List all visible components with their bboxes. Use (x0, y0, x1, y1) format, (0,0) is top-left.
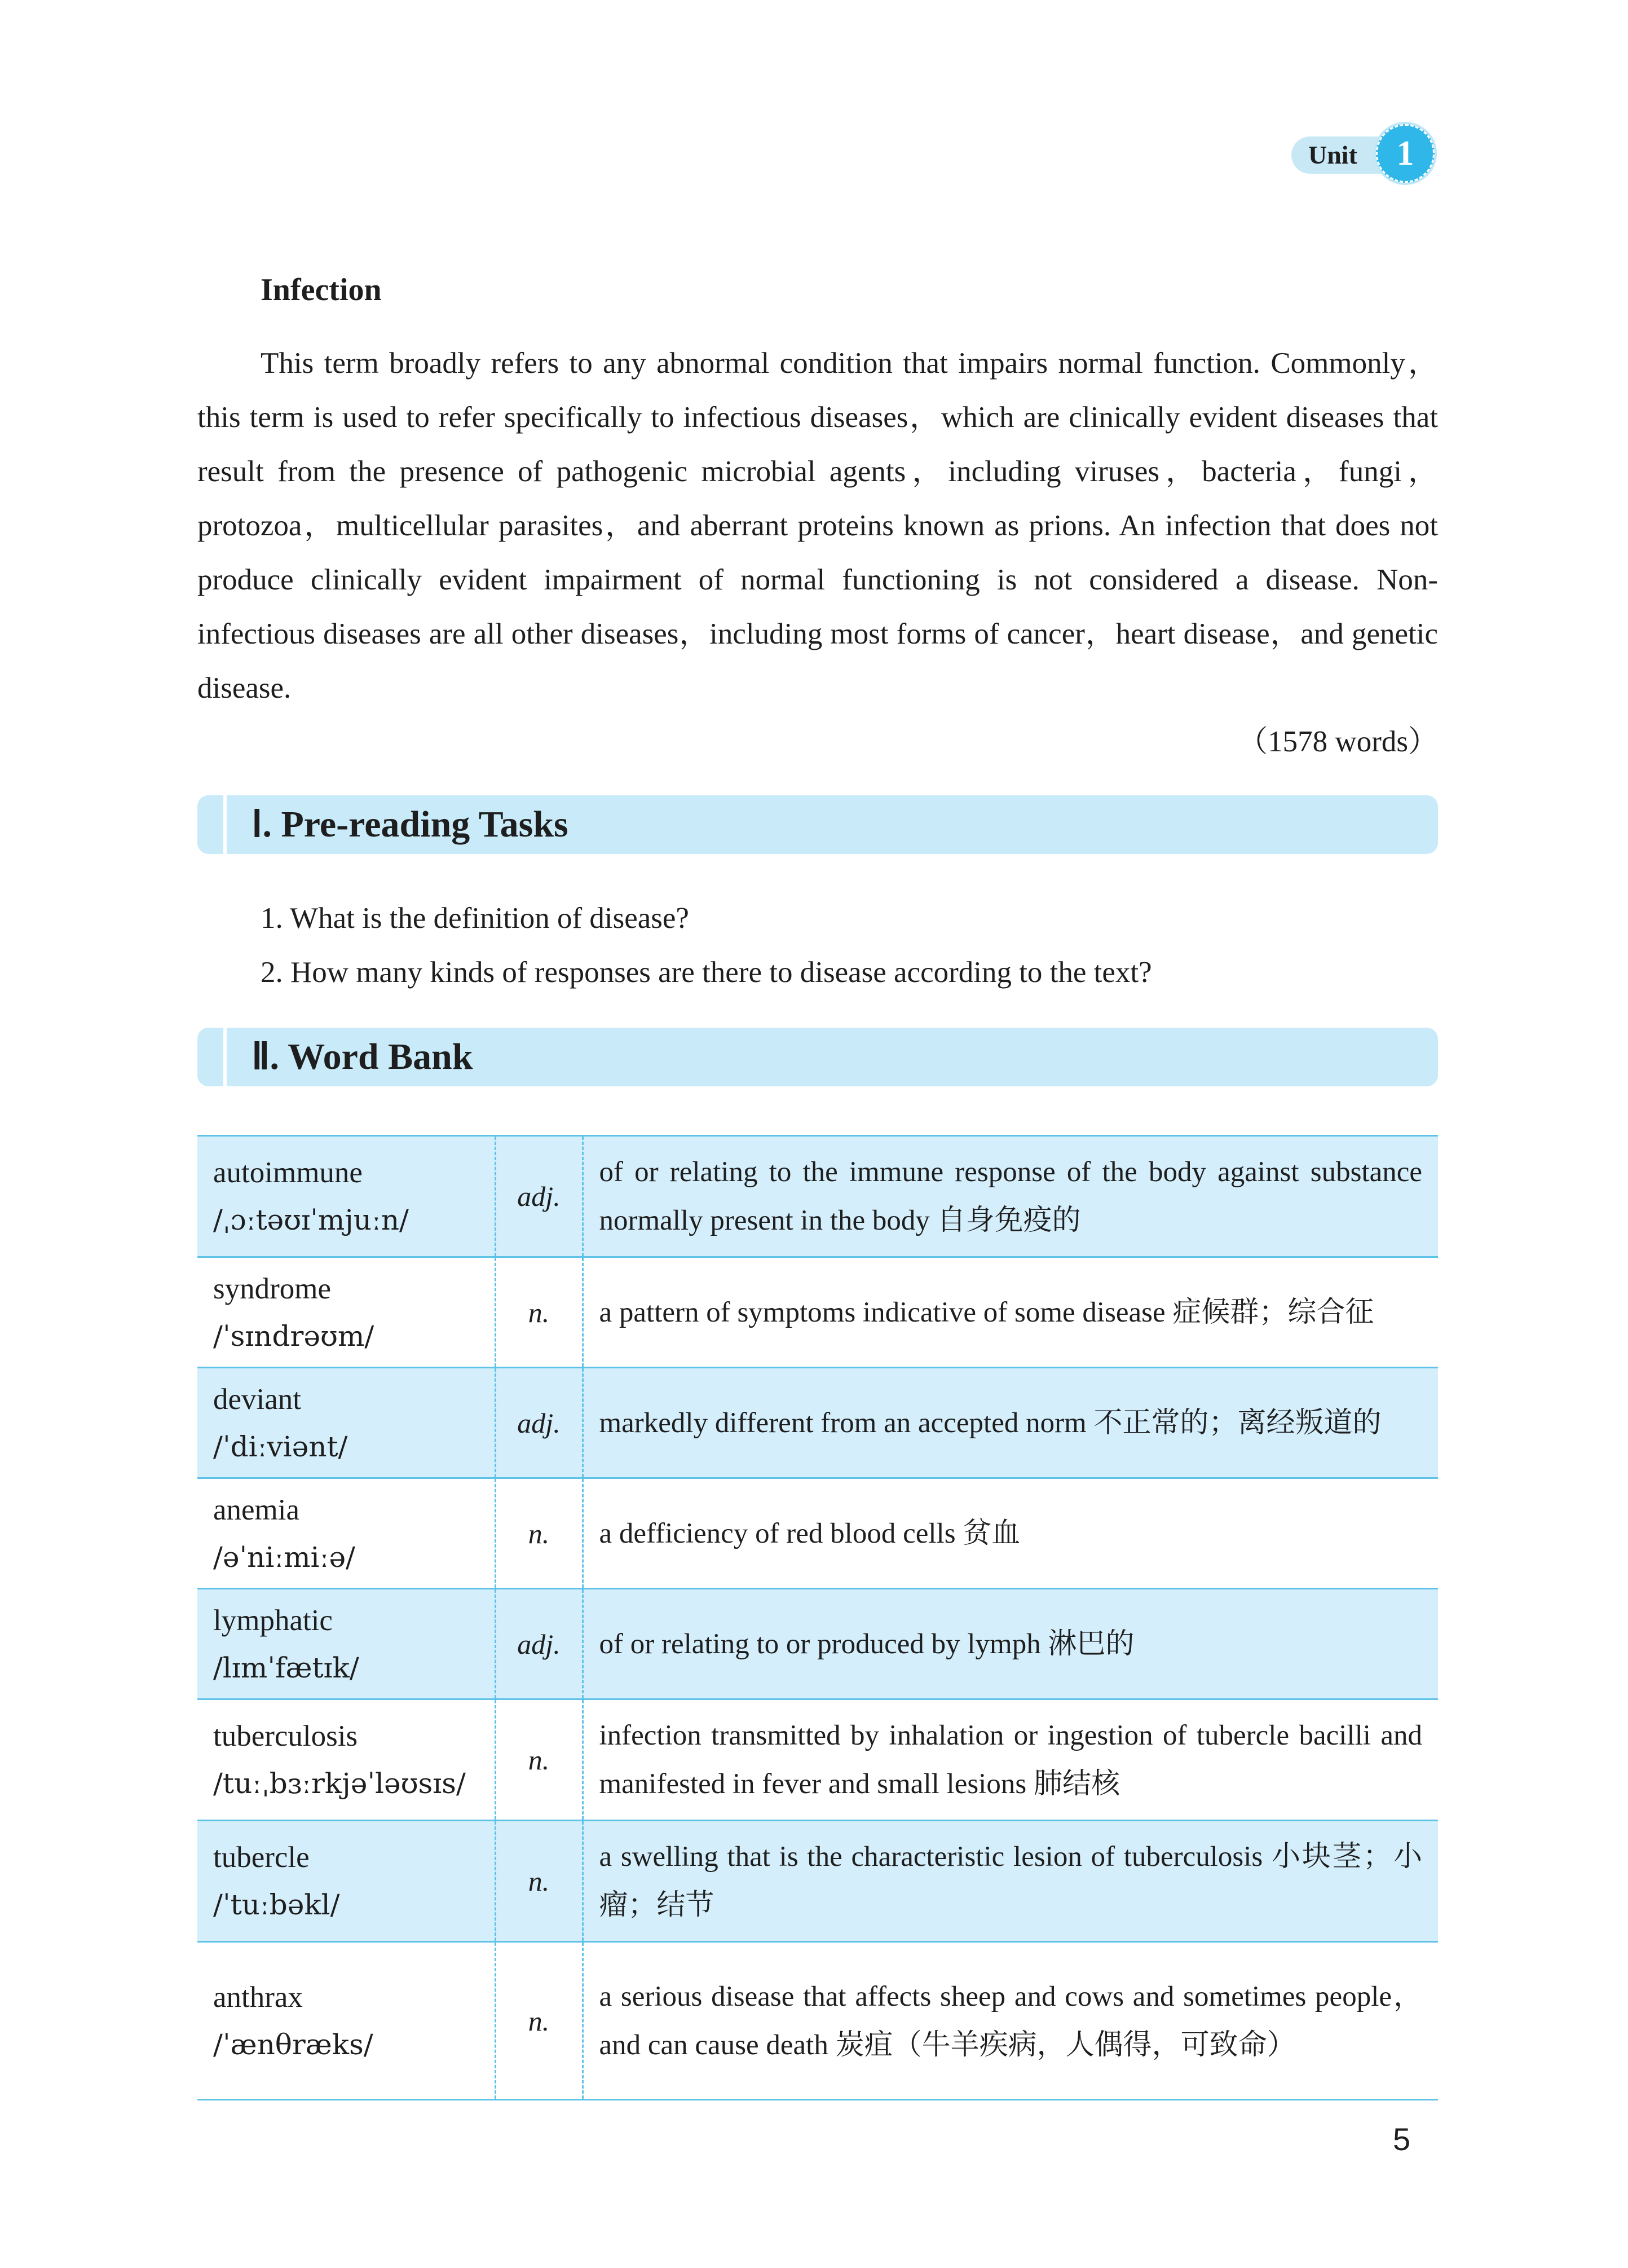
banner-accent (197, 1028, 227, 1086)
word-cell (197, 1257, 495, 1368)
phonetic: /ˈsɪndrəʊm/ (213, 1319, 374, 1353)
definition: infection transmitted by inhalation or ingestion of tubercle bacilli and manifested in fever and small lesions 肺结核 (599, 1720, 1422, 1800)
phonetic: /ˈtuːbəkl/ (213, 1888, 340, 1921)
definition: a defficiency of red blood cells 贫血 (599, 1517, 1021, 1549)
prereading-banner (197, 795, 1438, 854)
unit-badge (1291, 124, 1435, 185)
table-row (197, 1136, 1438, 1257)
part-of-speech: n. (495, 1478, 583, 1589)
table-row (197, 1589, 1438, 1699)
infection-paragraph (197, 336, 1438, 715)
question-item: 2. How many kinds of responses are there to disease according to the text? (261, 956, 1152, 989)
headword: autoimmune (213, 1156, 363, 1189)
part-of-speech: n. (495, 1257, 583, 1368)
word-cell (197, 1942, 495, 2100)
word-cell (197, 1699, 495, 1821)
question-list (261, 891, 1152, 999)
headword: tuberculosis (213, 1720, 358, 1752)
definition: a pattern of symptoms indicative of some disease 症候群；综合征 (599, 1296, 1374, 1328)
phonetic: /lɪmˈfætɪk/ (213, 1651, 359, 1684)
part-of-speech: adj. (495, 1136, 583, 1257)
definition: of or relating to or produced by lymph 淋巴的 (599, 1628, 1135, 1660)
word-cell (197, 1821, 495, 1942)
word-count: （1578 words） (1238, 725, 1438, 758)
part-of-speech: n. (495, 1942, 583, 2100)
table-row (197, 1368, 1438, 1478)
headword: lymphatic (213, 1604, 333, 1637)
wordbank-title: Ⅱ. Word Bank (252, 1036, 473, 1077)
word-cell (197, 1478, 495, 1589)
word-cell (197, 1368, 495, 1478)
question-item: 1. What is the definition of disease? (261, 902, 689, 935)
phonetic: /ˈdiːviənt/ (213, 1430, 348, 1463)
definition: markedly different from an accepted norm 不正常的；离经叛道的 (599, 1407, 1382, 1439)
definition: of or relating to the immune response of the body against substance normally present in the body 自身免疫的 (599, 1156, 1422, 1236)
table-row (197, 1478, 1438, 1589)
word-cell (197, 1136, 495, 1257)
table-row (197, 1821, 1438, 1942)
headword: syndrome (213, 1272, 332, 1305)
unit-number: 1 (1376, 124, 1435, 183)
headword: tubercle (213, 1841, 310, 1874)
headword: deviant (213, 1382, 301, 1416)
prereading-title: Ⅰ. Pre-reading Tasks (252, 804, 568, 845)
headword: anthrax (213, 1980, 303, 2014)
phonetic: /tuːˌbɜːrkjəˈləʊsɪs/ (213, 1767, 466, 1800)
definition: a swelling that is the characteristic lesion of tuberculosis 小块茎；小瘤；结节 (599, 1841, 1422, 1921)
table-row (197, 1257, 1438, 1368)
part-of-speech: adj. (495, 1589, 583, 1699)
unit-label: Unit (1308, 140, 1357, 169)
part-of-speech: adj. (495, 1368, 583, 1478)
phonetic: /ˈænθræks/ (213, 2028, 373, 2061)
part-of-speech: n. (495, 1821, 583, 1942)
headword: anemia (213, 1493, 300, 1526)
infection-text: This term broadly refers to any abnormal condition that impairs normal function. Commonly，this term is used to refer specifically to infectious diseases，which are clinically evident diseases that result from the presence of pathogenic microbial agents，including viruses，bacteria，fungi，protozoa，multicellular parasites，and aberrant proteins known as prions. An infection that does not produce clinically evident impairment of normal functioning is not considered a disease. Non-infectious diseases are all other diseases，including most forms of cancer，heart disease，and genetic disease. (197, 347, 1438, 704)
word-cell (197, 1589, 495, 1699)
wordbank-banner (197, 1028, 1438, 1086)
table-row (197, 1942, 1438, 2100)
table-row (197, 1699, 1438, 1821)
phonetic: /ˌɔːtəʊɪˈmjuːn/ (213, 1204, 409, 1236)
phonetic: /əˈniːmiːə/ (213, 1540, 355, 1574)
part-of-speech: n. (495, 1699, 583, 1821)
word-bank-table (197, 1135, 1438, 2100)
page-number: 5 (1393, 2121, 1411, 2157)
infection-heading: Infection (261, 272, 382, 307)
definition: a serious disease that affects sheep and cows and sometimes people，and can cause death 炭疽（牛羊疾病，人偶得，可致命） (599, 1980, 1422, 2061)
banner-accent (197, 795, 227, 854)
